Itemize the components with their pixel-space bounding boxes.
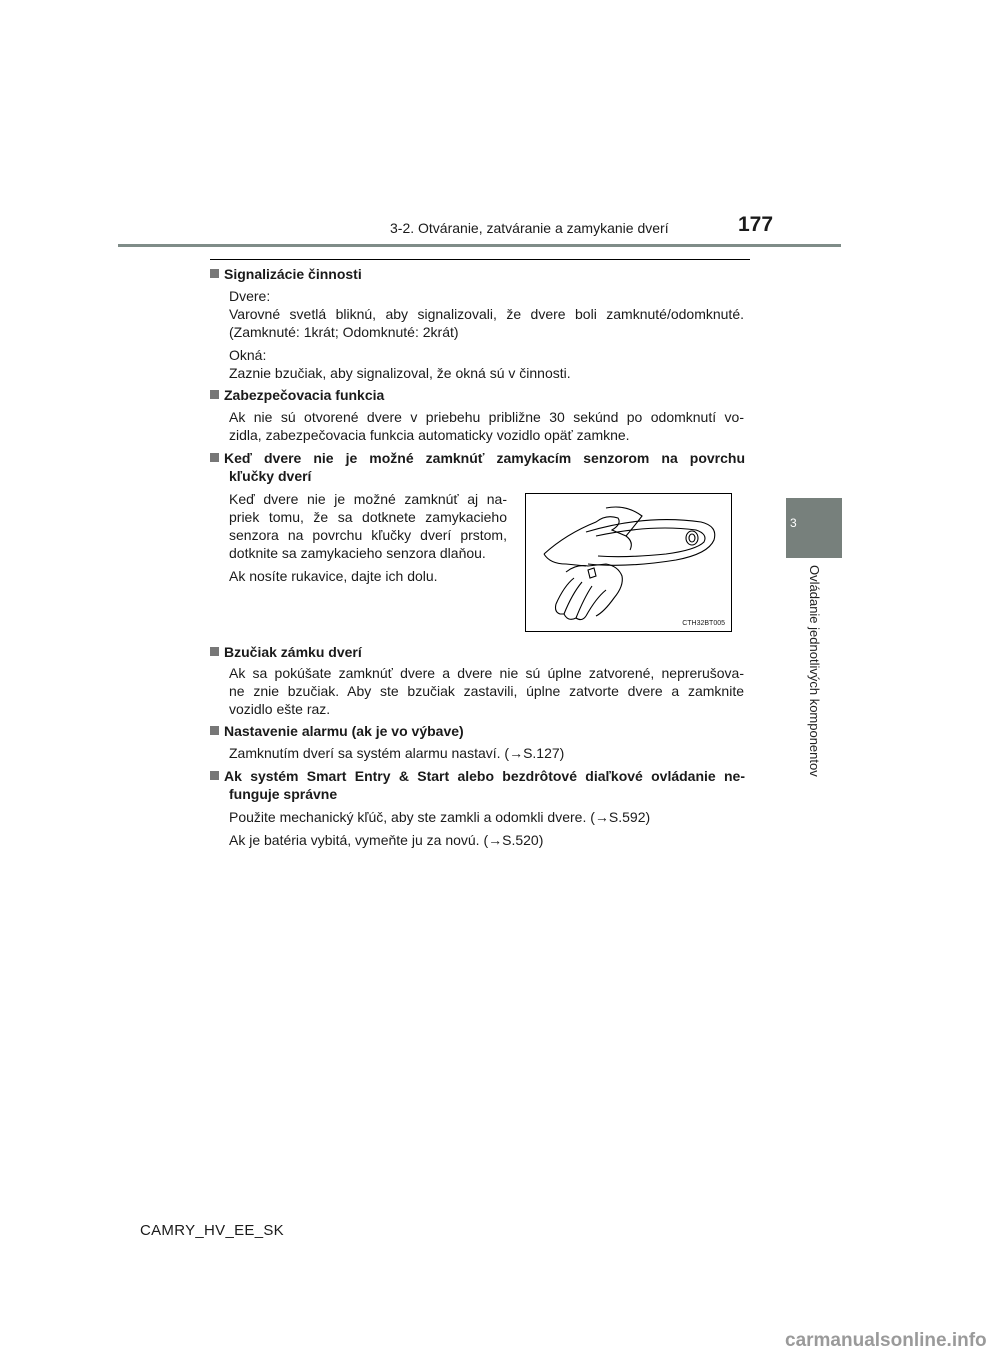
- section-heading: Nastavenie alarmu (ak je vo výbave): [210, 722, 464, 740]
- body-line: (Zamknuté: 1krát; Odomknuté: 2krát): [229, 324, 459, 340]
- body-line: Ak nosíte rukavice, dajte ich dolu.: [229, 568, 438, 584]
- chapter-side-title: [808, 565, 822, 845]
- section-body: [229, 287, 744, 382]
- content-divider: [210, 259, 750, 260]
- body-line: Ak je batéria vybitá, vymeňte ju za novú. (→S.520): [229, 832, 544, 848]
- body-line: Dvere:: [229, 288, 271, 304]
- body-line: Okná:: [229, 347, 267, 363]
- bullet-square-icon: [210, 390, 219, 399]
- section-heading: Signalizácie činnosti: [210, 265, 362, 283]
- body-line: dotknite sa zamykacieho senzora dlaňou.: [229, 545, 486, 561]
- hand-on-door-handle-icon: [526, 494, 731, 631]
- body-line: Použite mechanický kľúč, aby ste zamkli a odomkli dvere. (→S.592): [229, 809, 651, 825]
- header-divider: [118, 244, 841, 247]
- bullet-square-icon: [210, 726, 219, 735]
- section-body: [229, 808, 744, 849]
- body-line: Zaznie bzučiak, aby signalizoval, že okná sú v činnosti.: [229, 365, 571, 381]
- section-body: [229, 490, 507, 585]
- bullet-square-icon: [210, 453, 219, 462]
- bullet-square-icon: [210, 771, 219, 780]
- body-line: vozidlo ešte raz.: [229, 701, 331, 717]
- body-line: ne znie bzučiak. Aby ste bzučiak zastavili, úplne zatvorte dvere a zamknite: [229, 683, 744, 699]
- chapter-tab-number: 3: [790, 516, 797, 530]
- section-heading: Keď dvere nie je možné zamknúť zamykacím senzorom na povrchu kľučky dverí: [210, 449, 745, 485]
- body-line: priek tomu, že sa dotknete zamykacieho: [229, 509, 507, 525]
- body-line: senzora na povrchu kľučky dverí prstom,: [229, 527, 507, 543]
- page-number: 177: [738, 213, 774, 236]
- bullet-square-icon: [210, 269, 219, 278]
- section-heading: Ak systém Smart Entry & Start alebo bezdrôtové diaľkové ovládanie ne- funguje správne: [210, 767, 745, 803]
- section-heading: Zabezpečovacia funkcia: [210, 386, 384, 404]
- body-line: Zamknutím dverí sa systém alarmu nastaví. (→S.127): [229, 745, 565, 761]
- body-line: Ak sa pokúšate zamknúť dvere a dvere nie sú úplne zatvorené, neprerušova-: [229, 665, 744, 681]
- body-line: Keď dvere nie je možné zamknúť aj na-: [229, 491, 507, 507]
- body-line: Varovné svetlá bliknú, aby signalizovali, že dvere boli zamknuté/odomknuté.: [229, 306, 744, 322]
- section-body: [229, 408, 744, 444]
- door-handle-illustration: [525, 493, 732, 632]
- figure-code: CTH32BT005: [682, 620, 725, 627]
- section-body: [229, 664, 744, 718]
- watermark: carmanualsonline.info: [785, 1330, 987, 1351]
- body-line: Ak nie sú otvorené dvere v priebehu približne 30 sekúnd po odomknutí vo-: [229, 409, 744, 425]
- document-code: CAMRY_HV_EE_SK: [140, 1222, 284, 1239]
- bullet-square-icon: [210, 647, 219, 656]
- section-heading: Bzučiak zámku dverí: [210, 643, 362, 661]
- header-section-title: 3-2. Otváranie, zatváranie a zamykanie dverí: [390, 220, 669, 236]
- body-line: zidla, zabezpečovacia funkcia automaticky vozidlo opäť zamkne.: [229, 427, 630, 443]
- section-body: [229, 744, 744, 762]
- chapter-side-title-text: Ovládanie jednotlivých komponentov: [807, 565, 822, 777]
